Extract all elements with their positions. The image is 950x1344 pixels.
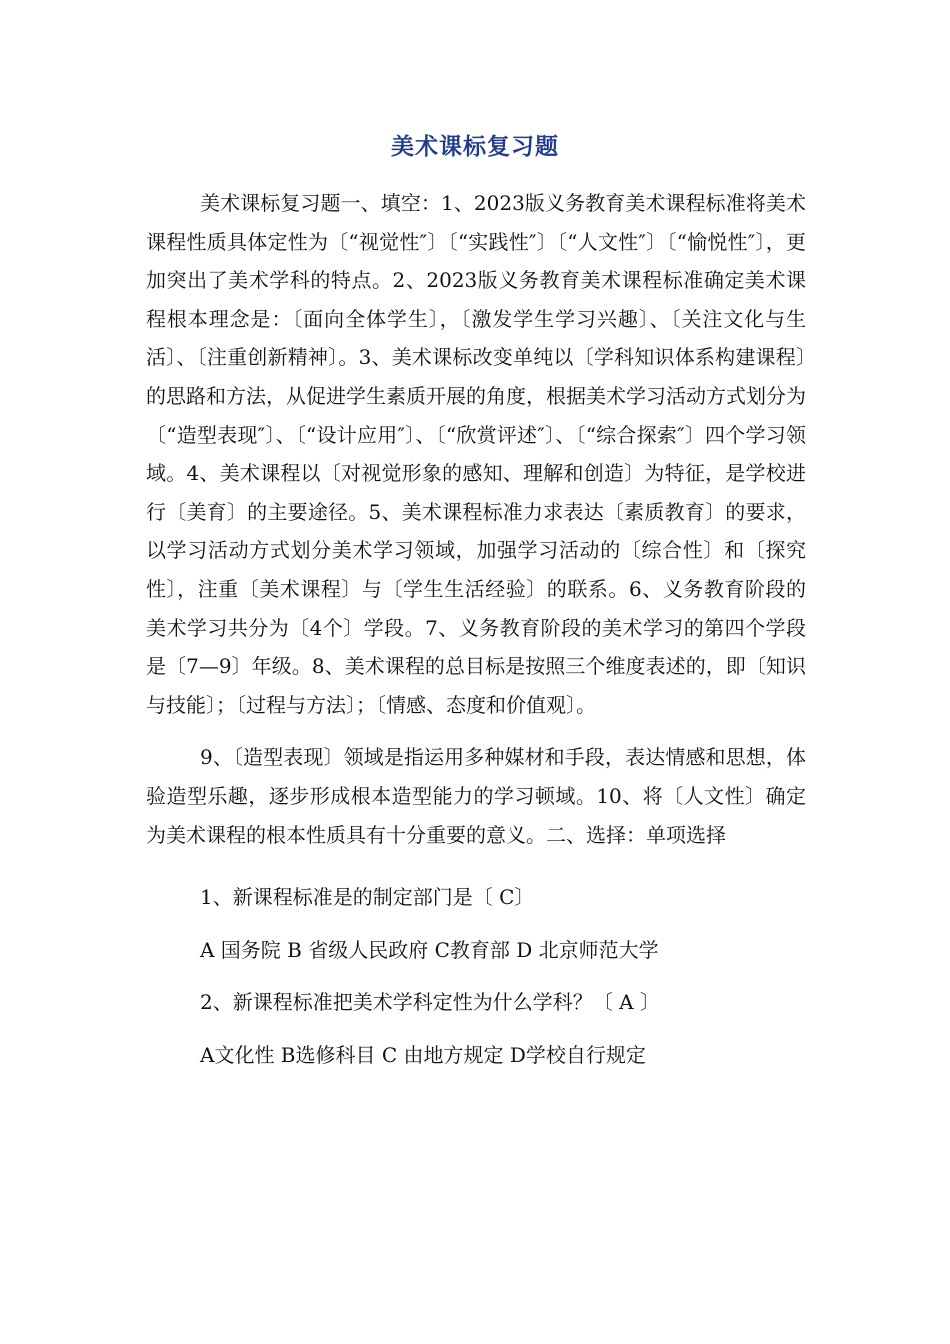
question-1-options: A 国务院 B 省级人民政府 C教育部 D 北京师范大学: [200, 937, 659, 962]
document-body: [146, 184, 806, 1074]
question-1-stem: 1、新课程标准是的制定部门是〔 C〕: [200, 885, 535, 910]
question-2-options: A文化性 B选修科目 C 由地方规定 D学校自行规定: [200, 1042, 646, 1067]
question-2-stem: 2、新课程标准把美术学科定性为什么学科？〔 A 〕: [200, 990, 660, 1015]
continued-paragraph: 9、〔造型表现〕领域是指运用多种媒材和手段，表达情感和思想，体验造型乐趣，逐步形成根本造型能力的学习顿域。10、将〔人文性〕确定为美术课程的根本性质具有十分重要的意义。二、选择：单项选择: [146, 745, 806, 847]
document-title: 美术课标复习题: [391, 134, 559, 160]
fill-in-paragraph: 美术课标复习题一、填空：1、2023版义务教育美术课程标准将美术课程性质具体定性为〔“视觉性″〕〔“实践性″〕〔“人文性″〕〔“愉悦性″〕，更加突出了美术学科的特点。2、2023版义务教育美术课程标准确定美术课程根本理念是：〔面向全体学生〕，〔激发学生学习兴趣〕、〔关注文化与生活〕、〔注重创新精神〕。3、美术课标改变单纯以〔学科知识体系构建课程〕的思路和方法，从促进学生素质开展的角度，根据美术学习活动方式划分为〔“造型表现″〕、〔“设计应用″〕、〔“欣赏评述″〕、〔“综合探索″〕四个学习领域。4、美术课程以〔对视觉形象的感知、理解和创造〕为特征，是学校进行〔美育〕的主要途径。5、美术课程标准力求表达〔素质教育〕的要求，以学习活动方式划分美术学习领域，加强学习活动的〔综合性〕和〔探究性〕，注重〔美术课程〕与〔学生生活经验〕的联系。6、义务教育阶段的美术学习共分为〔4个〕学段。7、义务教育阶段的美术学习的第四个学段是〔7—9〕年级。8、美术课程的总目标是按照三个维度表述的，即〔知识与技能〕；〔过程与方法〕；〔情感、态度和价值观〕。: [146, 191, 806, 717]
